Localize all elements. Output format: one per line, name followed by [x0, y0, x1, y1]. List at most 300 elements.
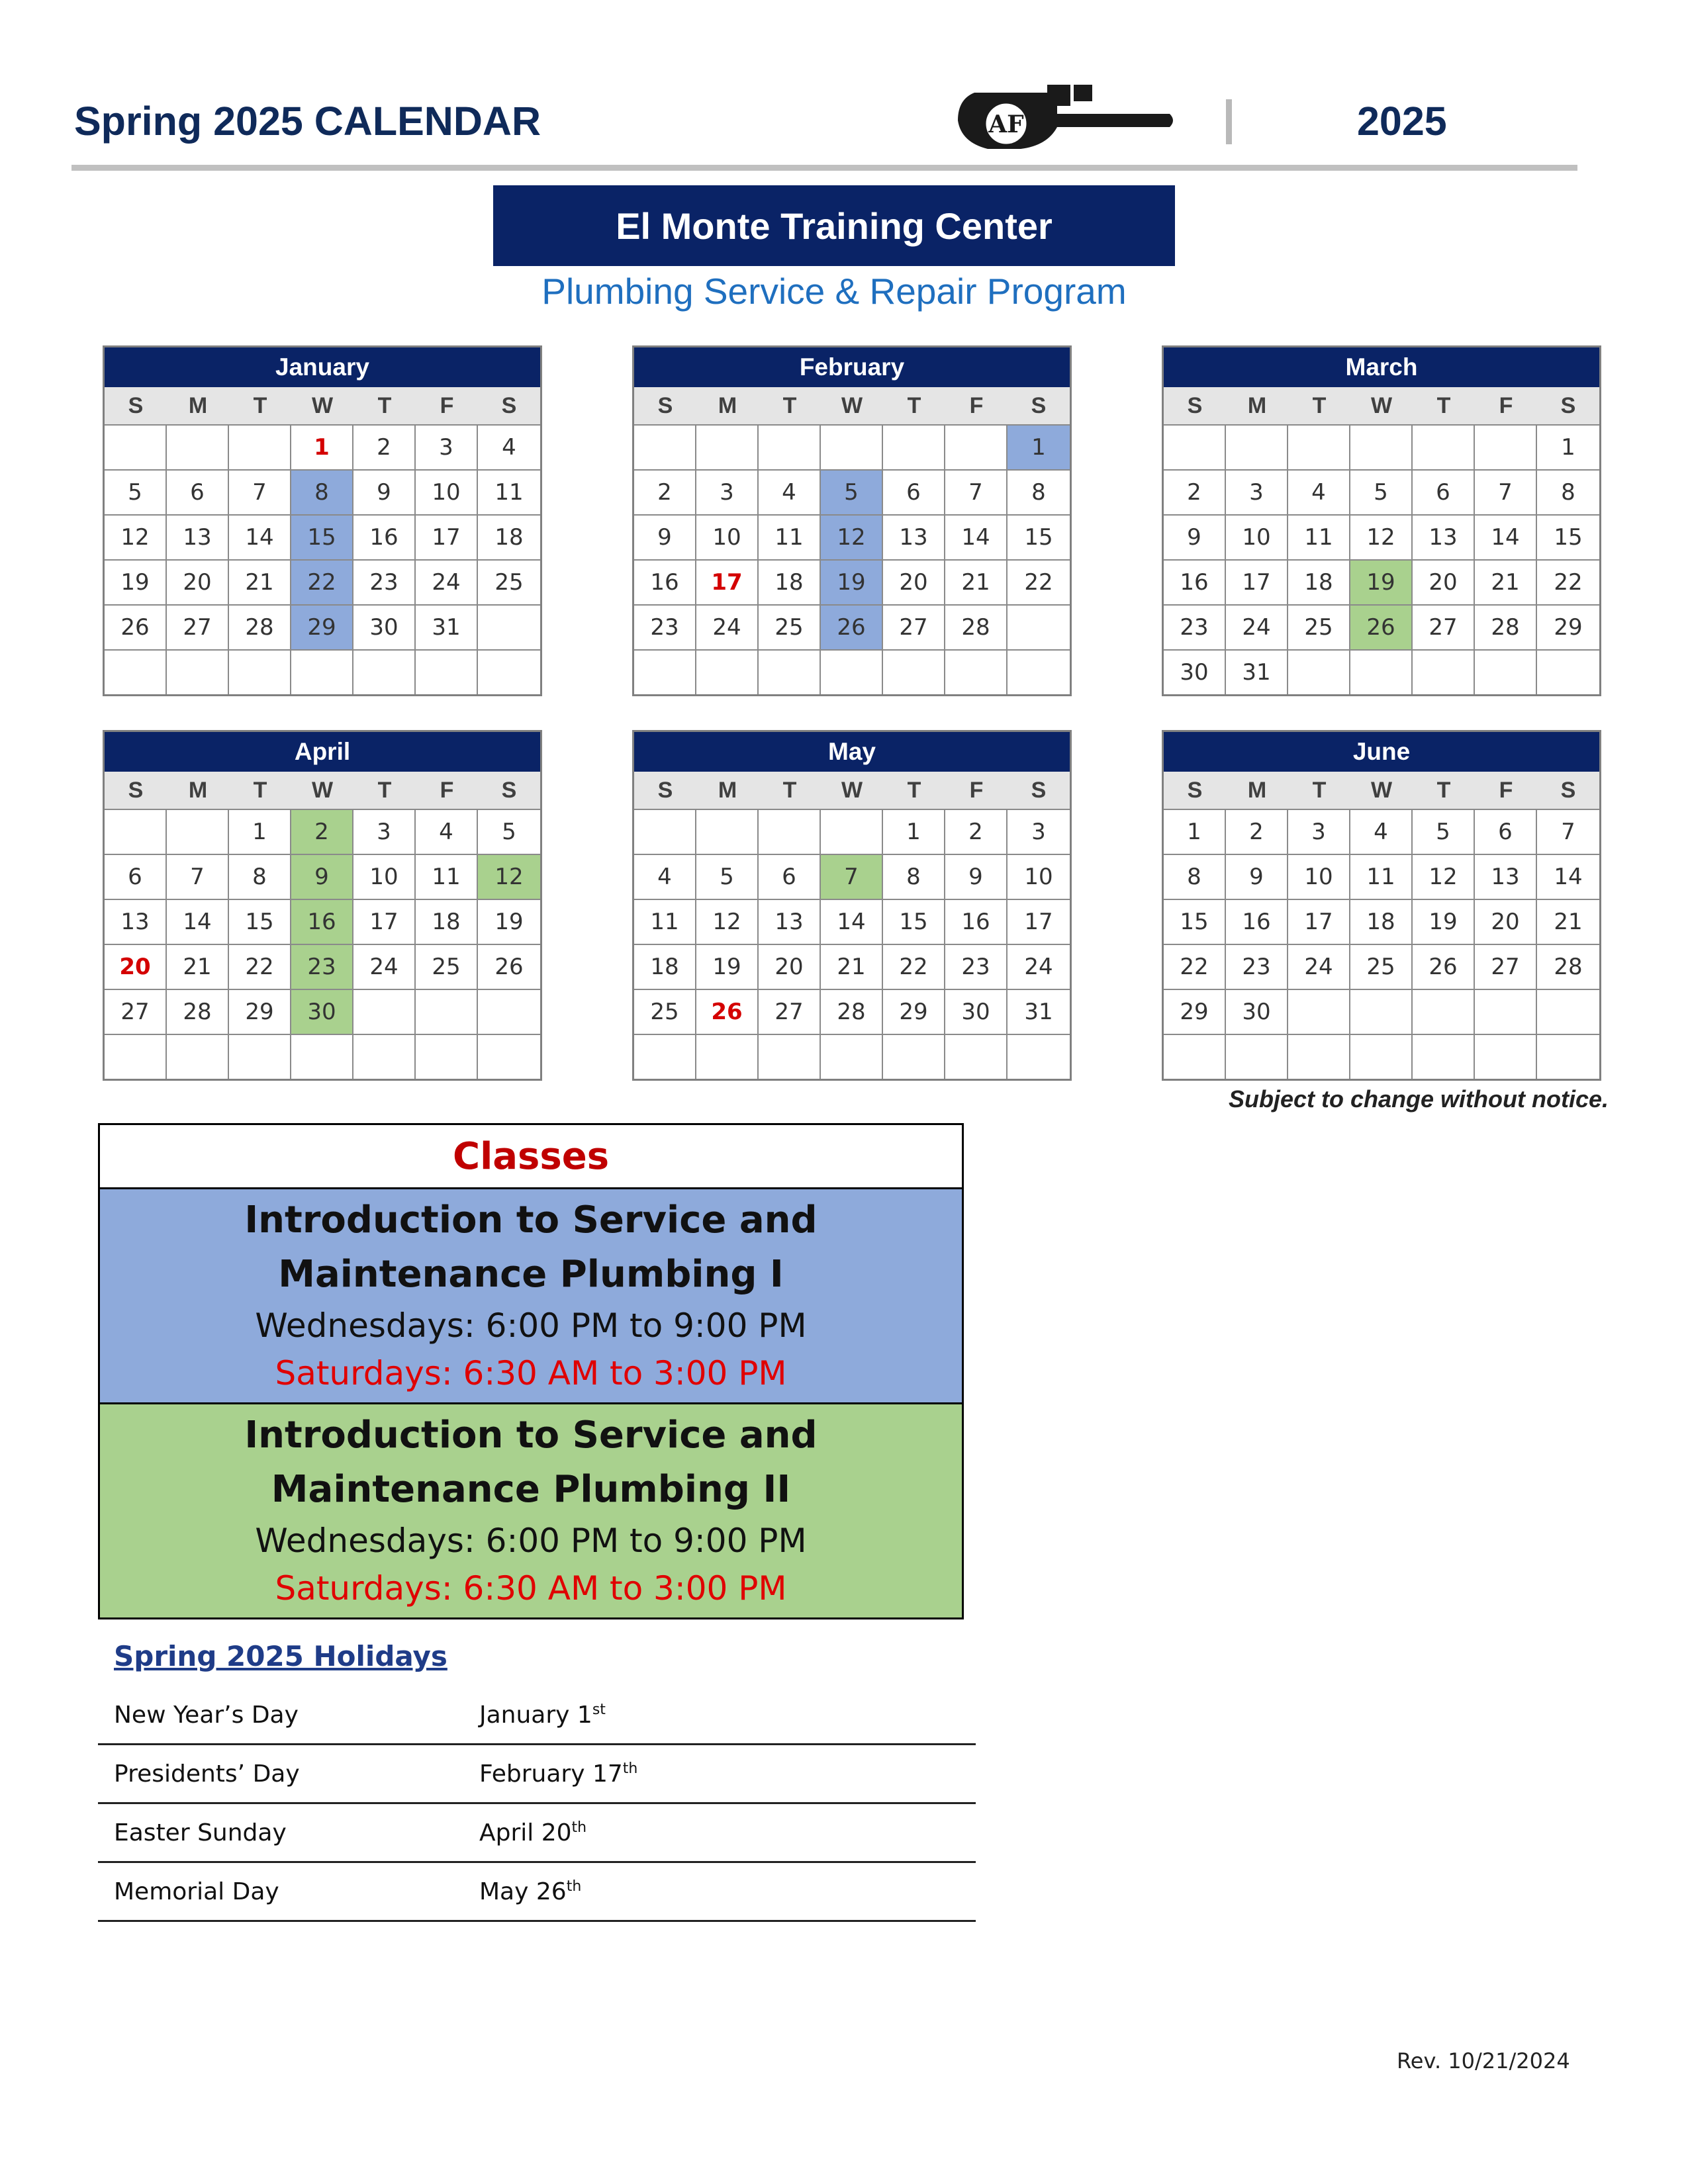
day-cell: 9 [291, 854, 353, 899]
day-cell [478, 604, 540, 649]
day-cell: 20 [759, 944, 821, 989]
day-cell: 8 [229, 854, 291, 899]
day-cell: 20 [883, 559, 945, 604]
day-cell: 2 [1164, 469, 1226, 514]
day-cell: 27 [167, 604, 229, 649]
day-cell: 29 [1537, 604, 1599, 649]
month-title: May [634, 732, 1070, 772]
day-cell: 16 [353, 514, 416, 559]
weekday-label: M [718, 777, 737, 803]
weekday-label: S [1187, 392, 1203, 418]
day-grid [105, 809, 540, 1079]
day-cell: 16 [291, 899, 353, 944]
day-cell: 3 [1226, 469, 1288, 514]
day-cell: 9 [945, 854, 1008, 899]
weekday-label: S [128, 392, 144, 418]
day-cell: 5 [1350, 469, 1413, 514]
classes-title: Classes [100, 1125, 962, 1189]
day-cell: 24 [1226, 604, 1288, 649]
day-cell: 7 [229, 469, 291, 514]
class-block-plumbing-1 [100, 1189, 962, 1404]
month-calendar-march [1162, 345, 1601, 696]
day-cell: 18 [416, 899, 478, 944]
day-cell: 19 [105, 559, 167, 604]
day-cell: 2 [291, 809, 353, 854]
day-cell [291, 649, 353, 694]
holidays-title: Spring 2025 Holidays [114, 1640, 447, 1672]
day-cell [821, 1034, 883, 1079]
day-cell: 13 [883, 514, 945, 559]
day-grid [105, 424, 540, 694]
day-cell: 27 [759, 989, 821, 1034]
weekday-label: M [188, 777, 208, 803]
weekday-header [634, 772, 1070, 809]
day-cell [1475, 424, 1537, 469]
day-cell: 29 [291, 604, 353, 649]
day-cell [353, 989, 416, 1034]
day-cell: 28 [167, 989, 229, 1034]
day-cell: 27 [883, 604, 945, 649]
day-cell [634, 809, 696, 854]
day-cell: 26 [478, 944, 540, 989]
day-cell: 30 [1164, 649, 1226, 694]
day-cell: 27 [1413, 604, 1475, 649]
holiday-row [98, 1745, 976, 1804]
holiday-row [98, 1804, 976, 1863]
day-cell [105, 1034, 167, 1079]
weekday-label: S [1187, 777, 1203, 803]
day-cell: 21 [945, 559, 1008, 604]
pipe-wrench-logo-icon [948, 79, 1180, 156]
day-cell: 9 [353, 469, 416, 514]
day-cell: 14 [1537, 854, 1599, 899]
day-cell: 18 [759, 559, 821, 604]
weekday-label: F [1499, 392, 1513, 418]
day-cell: 14 [945, 514, 1008, 559]
day-cell: 10 [1288, 854, 1350, 899]
day-cell: 24 [416, 559, 478, 604]
weekday-label: T [1436, 777, 1451, 803]
day-cell: 8 [1164, 854, 1226, 899]
day-cell [1475, 989, 1537, 1034]
change-notice: Subject to change without notice. [1228, 1085, 1609, 1113]
day-cell: 13 [1475, 854, 1537, 899]
day-cell [696, 1034, 759, 1079]
day-grid [1164, 809, 1599, 1079]
day-cell [1537, 1034, 1599, 1079]
day-cell: 10 [1008, 854, 1070, 899]
weekday-label: T [907, 777, 921, 803]
weekday-label: S [657, 777, 673, 803]
weekday-label: M [188, 392, 208, 418]
day-cell: 10 [696, 514, 759, 559]
day-cell: 5 [821, 469, 883, 514]
day-cell: 2 [1226, 809, 1288, 854]
program-name: Plumbing Service & Repair Program [541, 271, 1127, 312]
day-cell: 1 [883, 809, 945, 854]
day-cell: 3 [1288, 809, 1350, 854]
day-cell: 15 [883, 899, 945, 944]
day-cell: 22 [1537, 559, 1599, 604]
day-cell [1226, 424, 1288, 469]
holiday-date: January 1st [479, 1701, 606, 1729]
day-cell: 16 [1226, 899, 1288, 944]
day-cell: 7 [821, 854, 883, 899]
weekday-label: S [1031, 777, 1047, 803]
day-cell: 19 [1413, 899, 1475, 944]
day-cell [945, 649, 1008, 694]
day-cell: 1 [291, 424, 353, 469]
class-name: Introduction to Service and Maintenance Plumbing I [244, 1199, 818, 1296]
weekday-label: W [311, 777, 334, 803]
weekday-label: S [501, 392, 517, 418]
weekday-header [634, 387, 1070, 424]
day-cell [478, 1034, 540, 1079]
day-cell: 4 [416, 809, 478, 854]
day-cell: 8 [1008, 469, 1070, 514]
day-cell: 31 [1008, 989, 1070, 1034]
holiday-date: February 17th [479, 1760, 638, 1788]
day-cell: 22 [883, 944, 945, 989]
day-cell: 11 [478, 469, 540, 514]
day-cell [105, 649, 167, 694]
day-cell: 28 [821, 989, 883, 1034]
day-cell: 26 [105, 604, 167, 649]
day-cell [1537, 989, 1599, 1034]
day-cell: 4 [478, 424, 540, 469]
day-cell: 19 [821, 559, 883, 604]
header-rule [71, 165, 1577, 171]
day-cell: 30 [1226, 989, 1288, 1034]
day-cell: 15 [1537, 514, 1599, 559]
day-cell: 25 [634, 989, 696, 1034]
day-cell: 27 [1475, 944, 1537, 989]
day-cell: 16 [634, 559, 696, 604]
day-cell: 12 [1350, 514, 1413, 559]
day-cell: 12 [105, 514, 167, 559]
day-cell [634, 424, 696, 469]
day-cell: 1 [229, 809, 291, 854]
day-cell: 30 [353, 604, 416, 649]
day-cell [759, 809, 821, 854]
day-cell: 18 [1288, 559, 1350, 604]
day-cell: 23 [1164, 604, 1226, 649]
day-cell: 9 [634, 514, 696, 559]
day-cell: 24 [1008, 944, 1070, 989]
weekday-label: S [1560, 777, 1576, 803]
day-cell: 26 [821, 604, 883, 649]
day-cell: 25 [1288, 604, 1350, 649]
day-cell: 22 [291, 559, 353, 604]
weekday-label: F [969, 777, 984, 803]
day-cell: 11 [1288, 514, 1350, 559]
weekday-label: F [440, 777, 454, 803]
month-calendar-june [1162, 730, 1601, 1081]
day-cell: 4 [634, 854, 696, 899]
day-cell [167, 649, 229, 694]
day-cell: 20 [105, 944, 167, 989]
day-cell [167, 1034, 229, 1079]
center-name: El Monte Training Center [493, 185, 1175, 266]
day-cell: 2 [634, 469, 696, 514]
classes-table [98, 1123, 964, 1619]
day-grid [634, 424, 1070, 694]
day-cell: 10 [416, 469, 478, 514]
weekday-label: F [1499, 777, 1513, 803]
day-cell: 14 [821, 899, 883, 944]
holiday-name: Easter Sunday [114, 1819, 287, 1846]
class-wednesday-schedule: Wednesdays: 6:00 PM to 9:00 PM [255, 1306, 807, 1345]
revision-date: Rev. 10/21/2024 [1397, 2048, 1570, 2073]
day-cell [1350, 1034, 1413, 1079]
day-cell [1475, 1034, 1537, 1079]
day-cell: 17 [416, 514, 478, 559]
month-title: February [634, 347, 1070, 387]
day-cell: 17 [1288, 899, 1350, 944]
day-cell: 23 [945, 944, 1008, 989]
day-cell: 7 [1537, 809, 1599, 854]
day-cell: 24 [1288, 944, 1350, 989]
day-cell: 10 [353, 854, 416, 899]
day-cell: 23 [291, 944, 353, 989]
holiday-date: April 20th [479, 1819, 587, 1846]
day-cell: 22 [229, 944, 291, 989]
day-cell: 12 [696, 899, 759, 944]
day-cell: 11 [634, 899, 696, 944]
day-cell [1475, 649, 1537, 694]
day-cell: 15 [229, 899, 291, 944]
header-separator [1226, 99, 1232, 144]
weekday-label: M [718, 392, 737, 418]
logo-text: AF [988, 111, 1024, 138]
day-cell [1008, 604, 1070, 649]
day-grid [634, 809, 1070, 1079]
day-cell: 9 [1164, 514, 1226, 559]
day-cell [696, 424, 759, 469]
day-cell: 14 [167, 899, 229, 944]
day-cell: 6 [167, 469, 229, 514]
day-cell [1350, 424, 1413, 469]
day-cell: 31 [1226, 649, 1288, 694]
weekday-header [105, 772, 540, 809]
day-cell [1413, 649, 1475, 694]
day-cell [634, 1034, 696, 1079]
day-cell: 17 [353, 899, 416, 944]
day-cell: 21 [821, 944, 883, 989]
month-calendar-february [632, 345, 1072, 696]
day-cell: 19 [696, 944, 759, 989]
day-cell: 21 [1537, 899, 1599, 944]
day-cell: 2 [353, 424, 416, 469]
day-grid [1164, 424, 1599, 694]
day-cell: 26 [696, 989, 759, 1034]
day-cell: 22 [1008, 559, 1070, 604]
day-cell: 6 [1475, 809, 1537, 854]
day-cell: 1 [1008, 424, 1070, 469]
weekday-label: W [311, 392, 334, 418]
day-cell: 8 [1537, 469, 1599, 514]
day-cell: 6 [105, 854, 167, 899]
page-title: Spring 2025 CALENDAR [74, 99, 541, 144]
day-cell [1288, 424, 1350, 469]
month-title: June [1164, 732, 1599, 772]
day-cell: 29 [229, 989, 291, 1034]
day-cell: 7 [1475, 469, 1537, 514]
day-cell [883, 1034, 945, 1079]
day-cell: 11 [416, 854, 478, 899]
day-cell: 17 [696, 559, 759, 604]
day-cell [478, 649, 540, 694]
day-cell [759, 424, 821, 469]
day-cell: 15 [1008, 514, 1070, 559]
day-cell: 16 [1164, 559, 1226, 604]
weekday-label: M [1247, 392, 1267, 418]
day-cell [1008, 649, 1070, 694]
weekday-label: T [377, 777, 392, 803]
day-cell [821, 809, 883, 854]
class-saturday-schedule: Saturdays: 6:30 AM to 3:00 PM [275, 1569, 787, 1608]
day-cell [1164, 1034, 1226, 1079]
day-cell: 17 [1226, 559, 1288, 604]
day-cell [759, 1034, 821, 1079]
day-cell [1413, 424, 1475, 469]
day-cell [353, 1034, 416, 1079]
day-cell: 20 [1475, 899, 1537, 944]
day-cell: 25 [1350, 944, 1413, 989]
month-calendar-may [632, 730, 1072, 1081]
day-cell [1413, 989, 1475, 1034]
day-cell [945, 424, 1008, 469]
holiday-row [98, 1686, 976, 1745]
month-title: April [105, 732, 540, 772]
day-cell: 5 [1413, 809, 1475, 854]
day-cell: 6 [759, 854, 821, 899]
day-cell [696, 649, 759, 694]
day-cell [416, 649, 478, 694]
day-cell: 21 [167, 944, 229, 989]
day-cell: 9 [1226, 854, 1288, 899]
day-cell: 24 [696, 604, 759, 649]
day-cell: 13 [759, 899, 821, 944]
day-cell [229, 1034, 291, 1079]
day-cell: 11 [1350, 854, 1413, 899]
day-cell: 25 [478, 559, 540, 604]
day-cell [696, 809, 759, 854]
day-cell: 16 [945, 899, 1008, 944]
day-cell: 28 [229, 604, 291, 649]
month-calendar-january [103, 345, 542, 696]
weekday-label: T [782, 777, 797, 803]
day-cell: 11 [759, 514, 821, 559]
month-calendar-april [103, 730, 542, 1081]
weekday-label: T [1312, 392, 1327, 418]
weekday-label: T [253, 392, 267, 418]
day-cell [1537, 649, 1599, 694]
day-cell: 3 [696, 469, 759, 514]
day-cell: 4 [759, 469, 821, 514]
day-cell: 5 [696, 854, 759, 899]
day-cell [105, 424, 167, 469]
day-cell [1350, 649, 1413, 694]
day-cell [821, 424, 883, 469]
weekday-label: F [969, 392, 984, 418]
day-cell: 20 [167, 559, 229, 604]
day-cell: 27 [105, 989, 167, 1034]
day-cell: 21 [229, 559, 291, 604]
holidays-table [98, 1686, 976, 1922]
holiday-date: May 26th [479, 1878, 582, 1905]
day-cell: 15 [291, 514, 353, 559]
header-year: 2025 [1357, 99, 1447, 144]
day-cell: 29 [883, 989, 945, 1034]
day-cell: 12 [1413, 854, 1475, 899]
day-cell [167, 424, 229, 469]
weekday-label: S [128, 777, 144, 803]
day-cell [945, 1034, 1008, 1079]
day-cell: 20 [1413, 559, 1475, 604]
day-cell [1288, 649, 1350, 694]
day-cell: 30 [291, 989, 353, 1034]
day-cell: 25 [759, 604, 821, 649]
day-cell [634, 649, 696, 694]
day-cell: 26 [1350, 604, 1413, 649]
day-cell [883, 649, 945, 694]
day-cell [1288, 989, 1350, 1034]
day-cell [416, 989, 478, 1034]
day-cell: 5 [478, 809, 540, 854]
day-cell: 23 [634, 604, 696, 649]
weekday-label: M [1247, 777, 1267, 803]
weekday-label: T [1436, 392, 1451, 418]
weekday-header [105, 387, 540, 424]
day-cell: 18 [634, 944, 696, 989]
weekday-label: W [1370, 392, 1393, 418]
weekday-label: T [377, 392, 392, 418]
day-cell: 14 [229, 514, 291, 559]
day-cell: 7 [167, 854, 229, 899]
day-cell [167, 809, 229, 854]
day-cell: 23 [353, 559, 416, 604]
day-cell: 6 [883, 469, 945, 514]
day-cell: 21 [1475, 559, 1537, 604]
day-cell: 23 [1226, 944, 1288, 989]
day-cell: 8 [883, 854, 945, 899]
weekday-label: T [782, 392, 797, 418]
day-cell: 25 [416, 944, 478, 989]
day-cell [1413, 1034, 1475, 1079]
day-cell: 3 [416, 424, 478, 469]
class-name: Introduction to Service and Maintenance Plumbing II [244, 1414, 818, 1511]
weekday-header [1164, 387, 1599, 424]
day-cell [478, 989, 540, 1034]
day-cell [821, 649, 883, 694]
day-cell [229, 649, 291, 694]
day-cell: 29 [1164, 989, 1226, 1034]
month-title: March [1164, 347, 1599, 387]
day-cell: 31 [416, 604, 478, 649]
day-cell: 2 [945, 809, 1008, 854]
weekday-label: S [657, 392, 673, 418]
weekday-header [1164, 772, 1599, 809]
day-cell: 1 [1537, 424, 1599, 469]
day-cell [883, 424, 945, 469]
class-block-plumbing-2 [100, 1404, 962, 1617]
weekday-label: F [440, 392, 454, 418]
day-cell: 24 [353, 944, 416, 989]
day-cell: 14 [1475, 514, 1537, 559]
weekday-label: S [1031, 392, 1047, 418]
day-cell: 22 [1164, 944, 1226, 989]
